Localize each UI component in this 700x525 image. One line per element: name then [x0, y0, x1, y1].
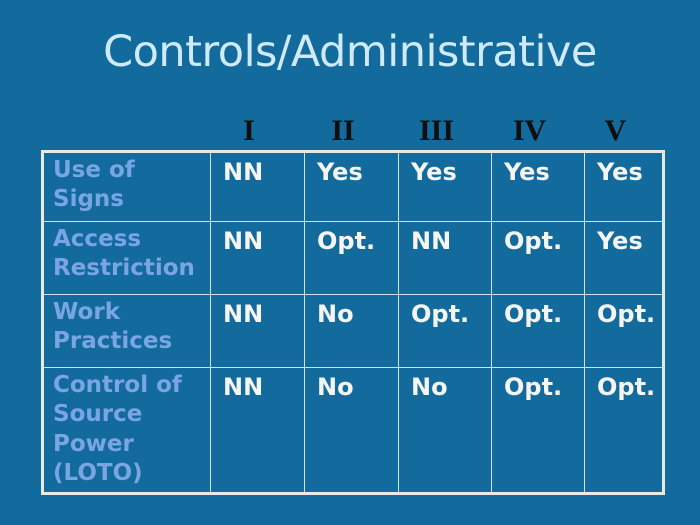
column-header-III: III [418, 114, 455, 147]
cell-access-restriction-III: NN [399, 222, 492, 295]
table-row-control-of-source-power [43, 368, 664, 494]
cell-access-restriction-V: Yes [585, 222, 664, 295]
column-header-V: V [604, 114, 627, 147]
cell-control-of-source-power-IV: Opt. [492, 368, 585, 494]
cell-control-of-source-power-V: Opt. [585, 368, 664, 494]
table-row-use-of-signs [43, 152, 664, 222]
row-label-access-restriction: Access Restriction [43, 222, 211, 295]
cell-work-practices-I: NN [211, 295, 305, 368]
column-header-II: II [331, 114, 355, 147]
column-header-row [209, 114, 662, 148]
cell-work-practices-II: No [305, 295, 399, 368]
column-header-I: I [243, 114, 255, 147]
column-header-IV: IV [512, 114, 547, 147]
controls-table [41, 150, 665, 495]
cell-use-of-signs-I: NN [211, 152, 305, 222]
cell-control-of-source-power-I: NN [211, 368, 305, 494]
cell-use-of-signs-IV: Yes [492, 152, 585, 222]
row-label-control-of-source-power: Control of Source Power (LOTO) [43, 368, 211, 494]
cell-work-practices-V: Opt. [585, 295, 664, 368]
slide-title: Controls/Administrative [103, 27, 597, 77]
cell-control-of-source-power-III: No [399, 368, 492, 494]
row-label-work-practices: Work Practices [43, 295, 211, 368]
cell-control-of-source-power-II: No [305, 368, 399, 494]
cell-work-practices-III: Opt. [399, 295, 492, 368]
cell-use-of-signs-V: Yes [585, 152, 664, 222]
cell-access-restriction-IV: Opt. [492, 222, 585, 295]
cell-use-of-signs-II: Yes [305, 152, 399, 222]
table-row-work-practices [43, 295, 664, 368]
cell-access-restriction-I: NN [211, 222, 305, 295]
row-label-use-of-signs: Use of Signs [43, 152, 211, 222]
table-row-access-restriction [43, 222, 664, 295]
cell-use-of-signs-III: Yes [399, 152, 492, 222]
cell-work-practices-IV: Opt. [492, 295, 585, 368]
cell-access-restriction-II: Opt. [305, 222, 399, 295]
